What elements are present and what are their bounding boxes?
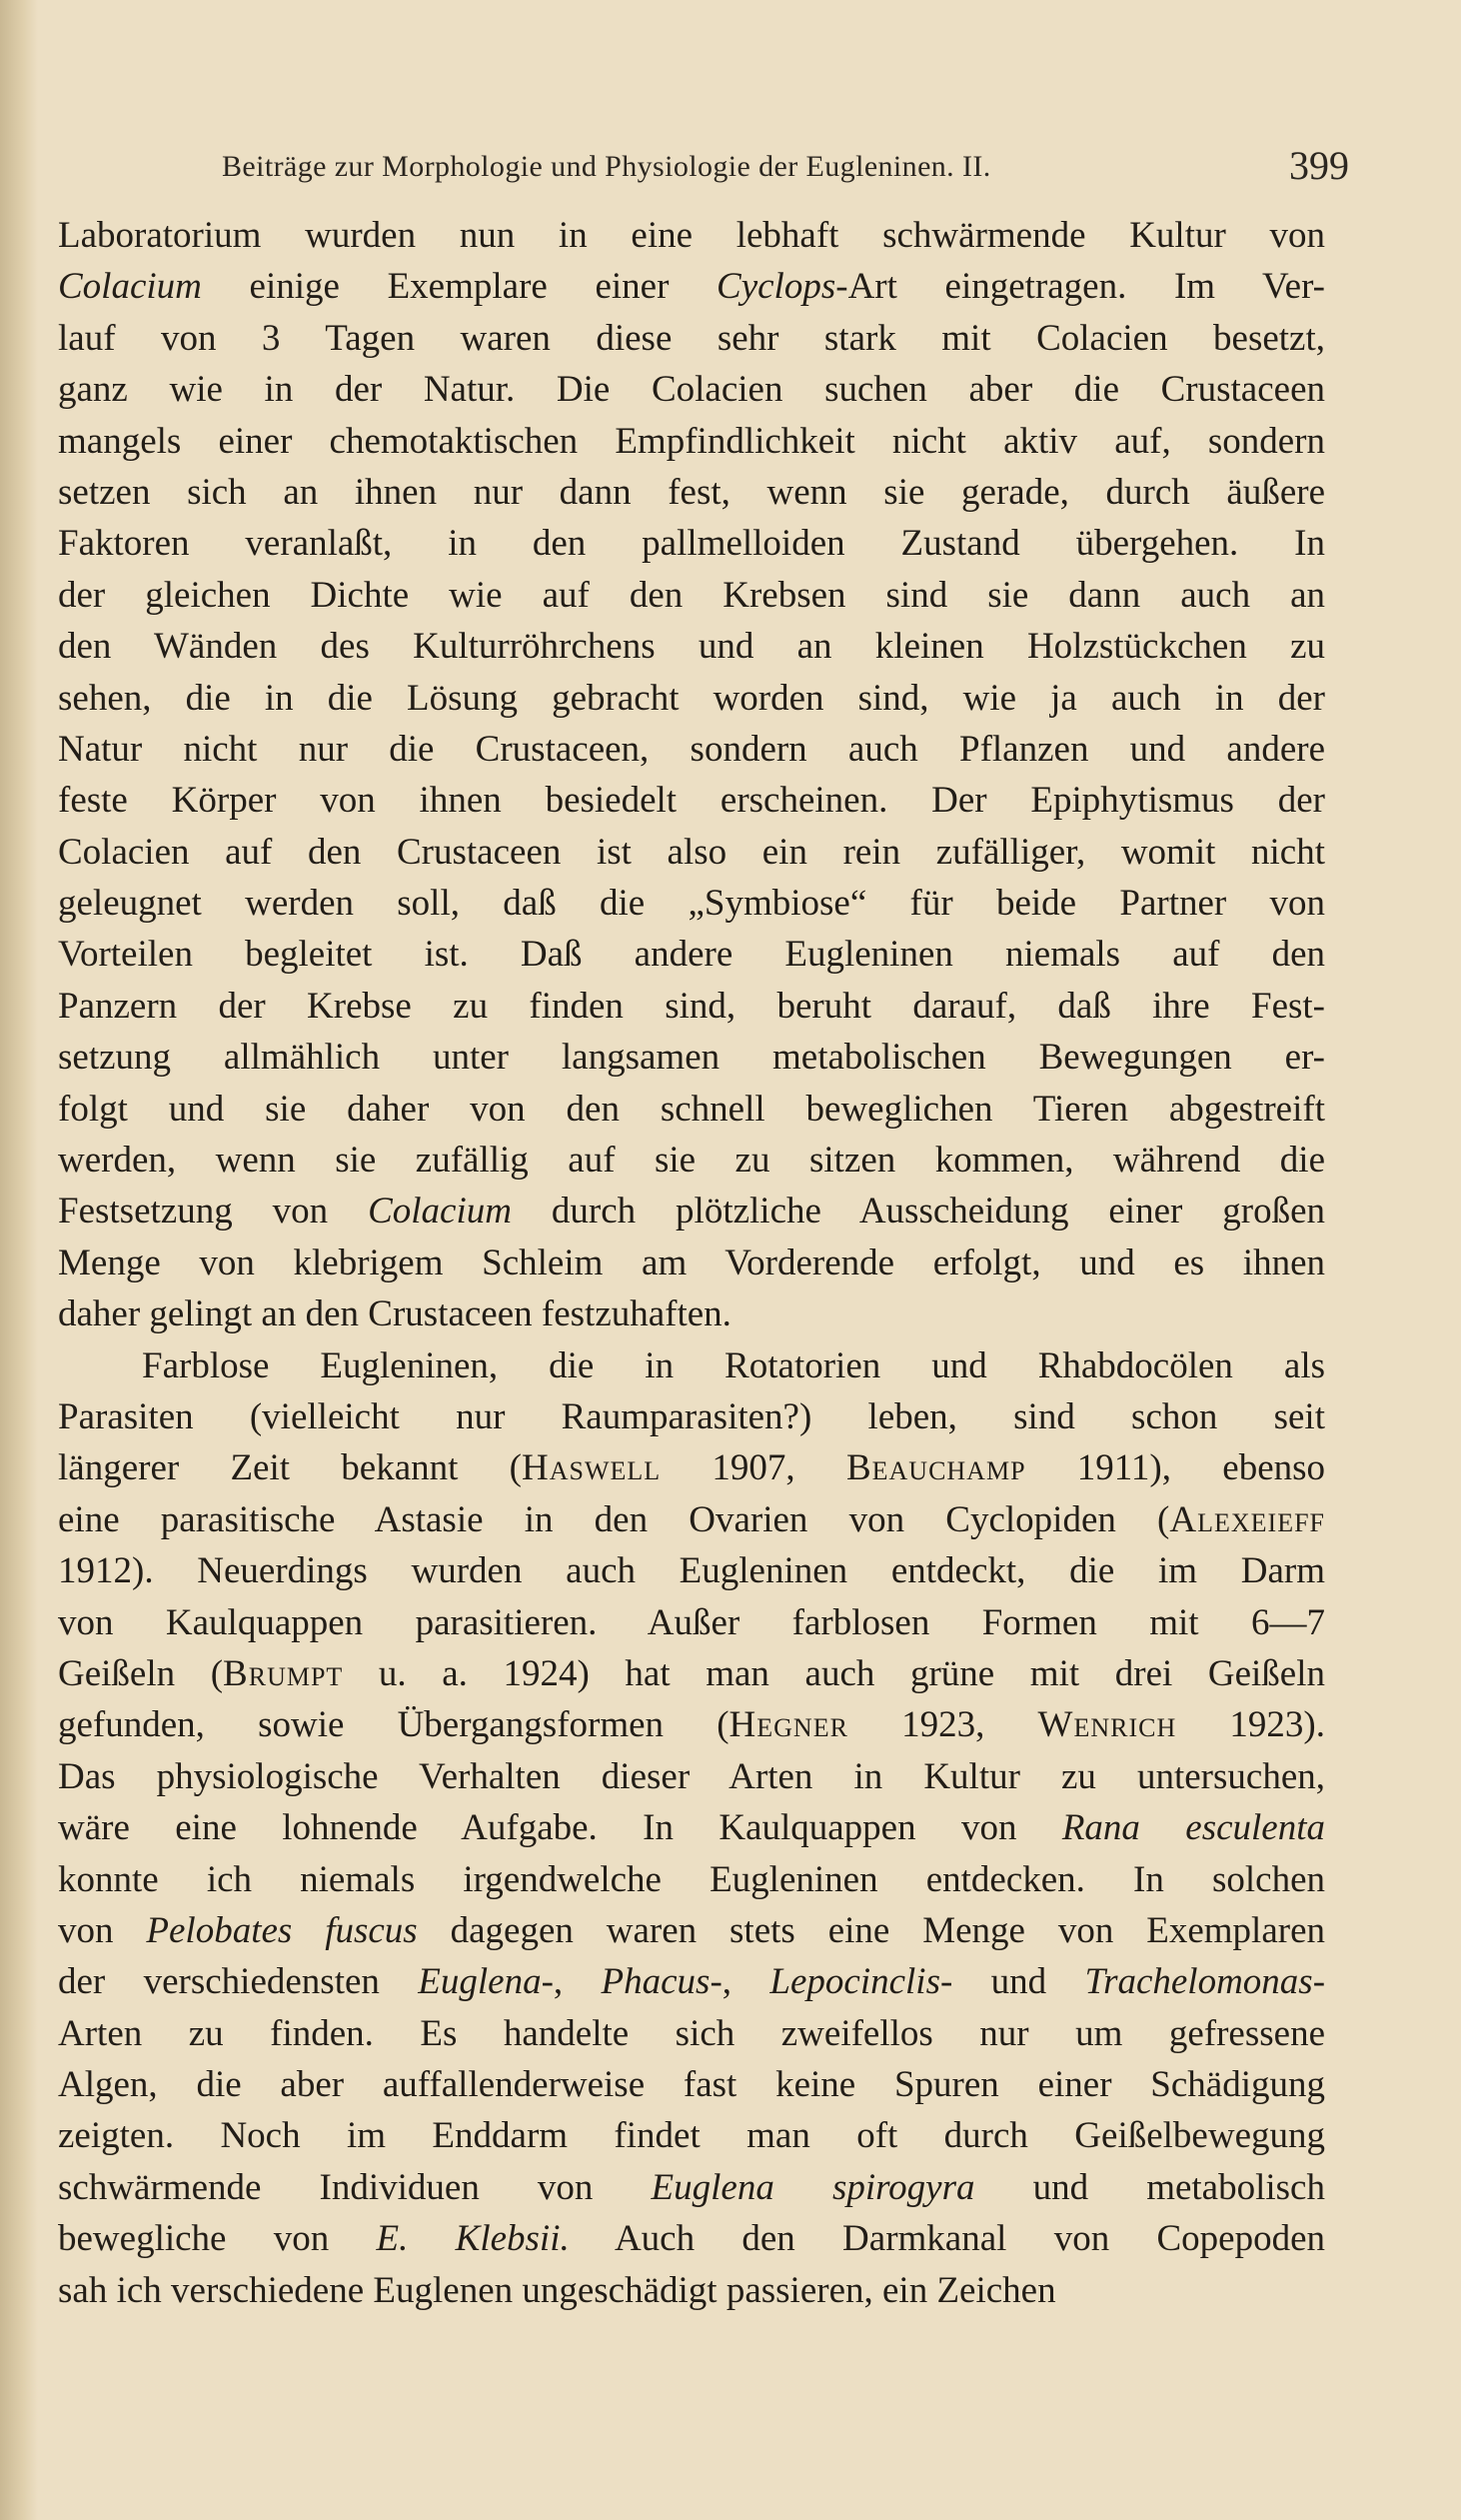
taxon-name: E. Klebsii.	[376, 2218, 570, 2260]
text-run: 1912). Neuerdings wurden auch Eugleninen entdeckt, die im Darm	[58, 1550, 1325, 1592]
text-run: sah ich verschiedene Euglenen ungeschädigt passieren, ein Zeichen	[58, 2269, 1056, 2311]
taxon-name: Lepocinclis-	[769, 1961, 953, 2003]
text-line	[58, 2162, 1325, 2213]
taxon-name: Rana esculenta	[1061, 1807, 1325, 1849]
taxon-name: Pelobates fuscus	[146, 1909, 418, 1951]
text-run: Art eingetragen. Im Ver-	[847, 266, 1325, 308]
text-line	[58, 261, 1325, 312]
text-run: zeigten. Noch im Enddarm findet man oft durch Geißelbewegung	[58, 2115, 1325, 2157]
taxon-name: Cyclops-	[717, 266, 848, 308]
text-run: Geißeln (	[58, 1652, 224, 1694]
text-run: längerer Zeit bekannt (	[58, 1447, 523, 1489]
taxon-name: Colacium	[58, 266, 202, 308]
text-run: ,	[722, 1961, 770, 2003]
text-line	[58, 1597, 1325, 1648]
text-run: schwärmende Individuen von	[58, 2166, 652, 2208]
taxon-name: Euglena spirogyra	[651, 2166, 975, 2208]
text-line	[58, 981, 1325, 1032]
text-line	[58, 1288, 1325, 1339]
text-run: bewegliche von	[58, 2218, 377, 2260]
taxon-name: Euglena-	[418, 1961, 554, 2003]
body-text	[58, 210, 1325, 2316]
text-line	[58, 1238, 1325, 1288]
text-line	[58, 1442, 1325, 1493]
text-line	[58, 878, 1325, 929]
text-line	[58, 2265, 1325, 2316]
text-run: 1907,	[661, 1447, 846, 1489]
text-run: Auch den Darmkanal von Copepoden	[569, 2218, 1325, 2260]
text-run: Das physiologische Verhalten dieser Arten in Kultur zu untersuchen,	[58, 1755, 1325, 1797]
text-line	[58, 364, 1325, 415]
text-line	[58, 1956, 1325, 2007]
text-run: durch plötzliche Ausscheidung einer großen	[511, 1191, 1326, 1233]
text-run: ,	[553, 1961, 602, 2003]
text-run: u. a. 1924) hat man auch grüne mit drei Geißeln	[343, 1652, 1325, 1694]
text-run: Natur nicht nur die Crustaceen, sondern auch Pflanzen und andere	[58, 728, 1325, 770]
text-line	[58, 210, 1325, 261]
text-run: eine parasitische Astasie in den Ovarien von Cyclopiden (	[58, 1498, 1170, 1540]
text-run: daher gelingt an den Crustaceen festzuhaften.	[58, 1293, 731, 1335]
text-run: werden, wenn sie zufällig auf sie zu sitzen kommen, während die	[58, 1140, 1325, 1182]
text-line	[58, 827, 1325, 878]
text-run: mangels einer chemotaktischen Empfindlichkeit nicht aktiv auf, sondern	[58, 420, 1325, 462]
text-line	[58, 1751, 1325, 1802]
author-citation: Alexeieff	[1169, 1498, 1325, 1540]
text-line	[58, 570, 1325, 621]
text-run: Panzern der Krebse zu finden sind, beruht darauf, daß ihre Fest-	[58, 985, 1325, 1027]
text-line	[58, 775, 1325, 826]
text-run: der verschiedensten	[58, 1961, 419, 2003]
author-citation: Hegner	[729, 1704, 848, 1746]
running-title: Beiträge zur Morphologie und Physiologie der Eugleninen. II.	[222, 150, 991, 183]
running-header	[222, 142, 1361, 192]
text-line	[58, 673, 1325, 724]
author-citation: Wenrich	[1037, 1704, 1177, 1746]
text-run: Arten zu finden. Es handelte sich zweifellos nur um gefressene	[58, 2012, 1325, 2054]
text-run: Festsetzung von	[58, 1191, 369, 1233]
text-line	[58, 1648, 1325, 1699]
text-line	[58, 1340, 1325, 1391]
text-run: 1911), ebenso	[1025, 1447, 1326, 1489]
text-line	[58, 1854, 1325, 1905]
text-run: Laboratorium wurden nun in eine lebhaft schwärmende Kultur von	[58, 215, 1325, 256]
text-run: sehen, die in die Lösung gebracht worden sind, wie ja auch in der	[58, 677, 1325, 719]
text-run: Colacien auf den Crustaceen ist also ein rein zufälliger, womit nicht	[58, 831, 1325, 873]
text-line	[58, 416, 1325, 467]
text-run: ganz wie in der Natur. Die Colacien suchen aber die Crustaceen	[58, 369, 1325, 411]
binding-shadow	[0, 0, 38, 2520]
text-line	[58, 724, 1325, 775]
text-line	[58, 518, 1325, 569]
text-run: setzung allmählich unter langsamen metabolischen Bewegungen er-	[58, 1037, 1325, 1079]
text-run: und	[952, 1961, 1085, 2003]
taxon-name: Phacus-	[601, 1961, 723, 2003]
text-run: Faktoren veranlaßt, in den pallmelloiden Zustand übergehen. In	[58, 523, 1325, 565]
text-line	[58, 1084, 1325, 1135]
text-line	[58, 1545, 1325, 1596]
author-citation: Brumpt	[223, 1652, 344, 1694]
text-run: konnte ich niemals irgendwelche Eugleninen entdecken. In solchen	[58, 1858, 1325, 1900]
taxon-name: Colacium	[368, 1191, 512, 1233]
text-line	[58, 1905, 1325, 1956]
text-line	[58, 2213, 1325, 2264]
text-run: von Kaulquappen parasitieren. Außer farblosen Formen mit 6—7	[58, 1601, 1325, 1643]
text-line	[58, 2008, 1325, 2059]
text-line	[58, 2059, 1325, 2110]
text-line	[58, 2110, 1325, 2161]
text-line	[58, 1391, 1325, 1442]
text-run: wäre eine lohnende Aufgabe. In Kaulquappen von	[58, 1807, 1062, 1849]
text-run: und metabolisch	[974, 2166, 1325, 2208]
text-run: lauf von 3 Tagen waren diese sehr stark mit Colacien besetzt,	[58, 317, 1325, 359]
text-run: den Wänden des Kulturröhrchens und an kleinen Holzstückchen zu	[58, 626, 1325, 668]
author-citation: Beauchamp	[845, 1447, 1026, 1489]
text-line	[58, 1032, 1325, 1083]
text-run: gefunden, sowie Übergangsformen (	[58, 1704, 730, 1746]
text-line	[58, 1699, 1325, 1750]
text-line	[58, 929, 1325, 980]
text-line	[58, 1802, 1325, 1853]
text-run: geleugnet werden soll, daß die „Symbiose“ für beide Partner von	[58, 883, 1325, 925]
text-run: einige Exemplare einer	[201, 266, 718, 308]
text-run: folgt und sie daher von den schnell beweglichen Tieren abgestreift	[58, 1088, 1325, 1130]
text-run: dagegen waren stets eine Menge von Exemplaren	[417, 1909, 1325, 1951]
author-citation: Haswell	[522, 1447, 662, 1489]
text-run: 1923).	[1176, 1704, 1325, 1746]
text-run: Algen, die aber auffallenderweise fast keine Spuren einer Schädigung	[58, 2064, 1325, 2106]
page-number: 399	[1289, 143, 1349, 188]
taxon-name: Trachelomonas-	[1084, 1961, 1326, 2003]
text-line	[58, 313, 1325, 364]
text-run: setzen sich an ihnen nur dann fest, wenn sie gerade, durch äußere	[58, 471, 1325, 513]
text-line	[58, 1494, 1325, 1545]
text-run: 1923,	[847, 1704, 1038, 1746]
text-run: Vorteilen begleitet ist. Daß andere Eugleninen niemals auf den	[58, 934, 1325, 976]
text-line	[58, 467, 1325, 518]
text-run: Farblose Eugleninen, die in Rotatorien und Rhabdocölen als	[142, 1344, 1325, 1386]
text-run: Menge von klebrigem Schleim am Vorderende erfolgt, und es ihnen	[58, 1242, 1325, 1283]
text-run: von	[58, 1909, 147, 1951]
text-line	[58, 621, 1325, 672]
text-line	[58, 1135, 1325, 1186]
text-run: Parasiten (vielleicht nur Raumparasiten?) leben, sind schon seit	[58, 1395, 1325, 1437]
text-run: der gleichen Dichte wie auf den Krebsen sind sie dann auch an	[58, 574, 1325, 616]
text-run: feste Körper von ihnen besiedelt erscheinen. Der Epiphytismus der	[58, 780, 1325, 822]
text-line	[58, 1186, 1325, 1237]
